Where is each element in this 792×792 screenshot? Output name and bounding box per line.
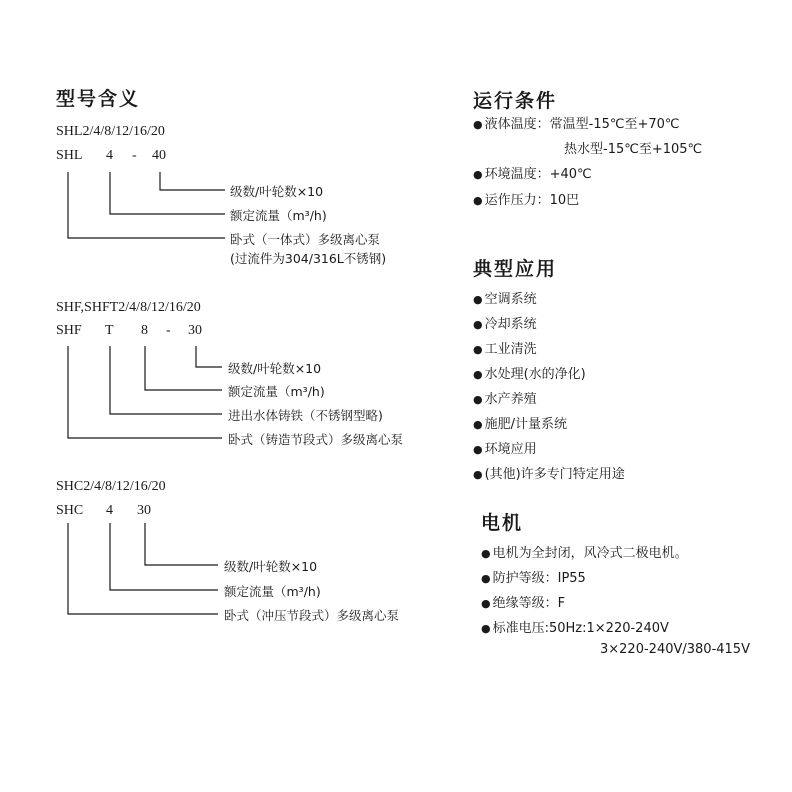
shc-code-stages: 30	[137, 503, 151, 518]
application-item	[473, 313, 537, 332]
applications-title: 典型应用	[473, 258, 558, 280]
application-label: 环境应用	[484, 442, 537, 457]
motor-label: 电机为全封闭，风冷式二极电机。	[492, 546, 688, 561]
shc-line-stages	[145, 523, 218, 565]
shc-code-flow: 4	[106, 503, 113, 518]
application-item	[473, 288, 537, 307]
shc-legend-flow: 额定流量（m³/h)	[224, 584, 321, 599]
shl-code-stages: 40	[152, 148, 166, 163]
bullet-icon: ●	[473, 168, 483, 181]
shl-line-type	[68, 172, 225, 238]
bullet-icon: ●	[473, 468, 483, 481]
conditions-env-temp	[473, 163, 592, 182]
bullet-icon: ●	[473, 318, 483, 331]
shc-legend-type: 卧式（冲压节段式）多级离心泵	[224, 608, 400, 623]
application-item	[473, 463, 625, 482]
application-label: 水处理(水的净化)	[484, 367, 586, 382]
application-item	[473, 413, 567, 432]
shl-legend-type: 卧式（一体式）多级离心泵	[230, 232, 381, 247]
motor-voltage-line2: 3×220-240V/380-415V	[600, 642, 750, 657]
bullet-icon: ●	[481, 622, 491, 635]
model-meaning-title: 型号含义	[56, 88, 141, 110]
shl-line-stages	[160, 172, 225, 190]
conditions-liquid-temp	[473, 113, 680, 132]
shl-code-model: SHL	[56, 148, 83, 163]
motor-item	[481, 567, 586, 586]
application-label: 空调系统	[484, 292, 537, 307]
shf-line-body	[110, 346, 222, 414]
application-label: 水产养殖	[484, 392, 537, 407]
conditions-pressure	[473, 189, 579, 208]
bullet-icon: ●	[481, 572, 491, 585]
shl-code-dash: -	[132, 148, 137, 163]
shf-legend-flow: 额定流量（m³/h)	[228, 384, 325, 399]
bullet-icon: ●	[473, 118, 483, 131]
shf-code-dash: -	[166, 323, 171, 338]
application-item	[473, 438, 537, 457]
shc-line-flow	[110, 523, 218, 590]
shf-code-stages: 30	[188, 323, 202, 338]
liquid-temp-label: 液体温度：	[484, 117, 550, 132]
shc-legend-stages: 级数/叶轮数×10	[224, 559, 318, 574]
application-item	[473, 363, 586, 382]
bullet-icon: ●	[473, 368, 483, 381]
application-item	[473, 388, 537, 407]
pressure-text: 运作压力：10巴	[484, 193, 580, 208]
application-label: 冷却系统	[484, 317, 537, 332]
shf-line-flow	[145, 346, 222, 390]
motor-item	[481, 542, 688, 561]
bullet-icon: ●	[481, 547, 491, 560]
shc-series: SHC2/4/8/12/16/20	[56, 479, 166, 494]
motor-label: 标准电压:50Hz:1×220-240V	[492, 621, 669, 636]
application-label: (其他)许多专门特定用途	[484, 467, 625, 482]
bullet-icon: ●	[473, 418, 483, 431]
shl-legend-stages: 级数/叶轮数×10	[230, 184, 324, 199]
shl-series: SHL2/4/8/12/16/20	[56, 124, 165, 139]
shc-code-model: SHC	[56, 503, 84, 518]
bullet-icon: ●	[473, 443, 483, 456]
application-item	[473, 338, 537, 357]
motor-label: 绝缘等级：F	[492, 596, 566, 611]
shc-line-type	[68, 523, 218, 614]
application-label: 工业清洗	[484, 342, 537, 357]
shl-line-flow	[110, 172, 225, 214]
bullet-icon: ●	[473, 293, 483, 306]
motor-item	[481, 592, 565, 611]
env-temp-text: 环境温度：+40℃	[484, 167, 592, 182]
shf-series: SHF,SHFT2/4/8/12/16/20	[56, 300, 201, 315]
shl-legend-material: (过流件为304/316L不锈钢)	[230, 251, 387, 266]
shl-legend-flow: 额定流量（m³/h)	[230, 208, 327, 223]
shf-legend-stages: 级数/叶轮数×10	[228, 361, 322, 376]
motor-label: 防护等级：IP55	[492, 571, 586, 586]
shl-code-flow: 4	[106, 148, 113, 163]
shf-line-stages	[196, 346, 222, 367]
liquid-temp-normal: 常温型-15℃至+70℃	[549, 117, 680, 132]
liquid-temp-hot: 热水型-15℃至+105℃	[564, 142, 703, 157]
application-label: 施肥/计量系统	[484, 417, 567, 432]
conditions-title: 运行条件	[473, 90, 558, 112]
bullet-icon: ●	[473, 343, 483, 356]
motor-item	[481, 617, 669, 636]
bullet-icon: ●	[473, 393, 483, 406]
shf-code-flow: 8	[141, 323, 148, 338]
bullet-icon: ●	[481, 597, 491, 610]
motor-title: 电机	[481, 512, 524, 534]
bullet-icon: ●	[473, 194, 483, 207]
shf-legend-body: 进出水体铸铁（不锈钢型略)	[228, 408, 383, 423]
shf-code-model: SHF	[56, 323, 82, 338]
shf-legend-type: 卧式（铸造节段式）多级离心泵	[228, 432, 404, 447]
shf-code-material: T	[105, 323, 114, 338]
